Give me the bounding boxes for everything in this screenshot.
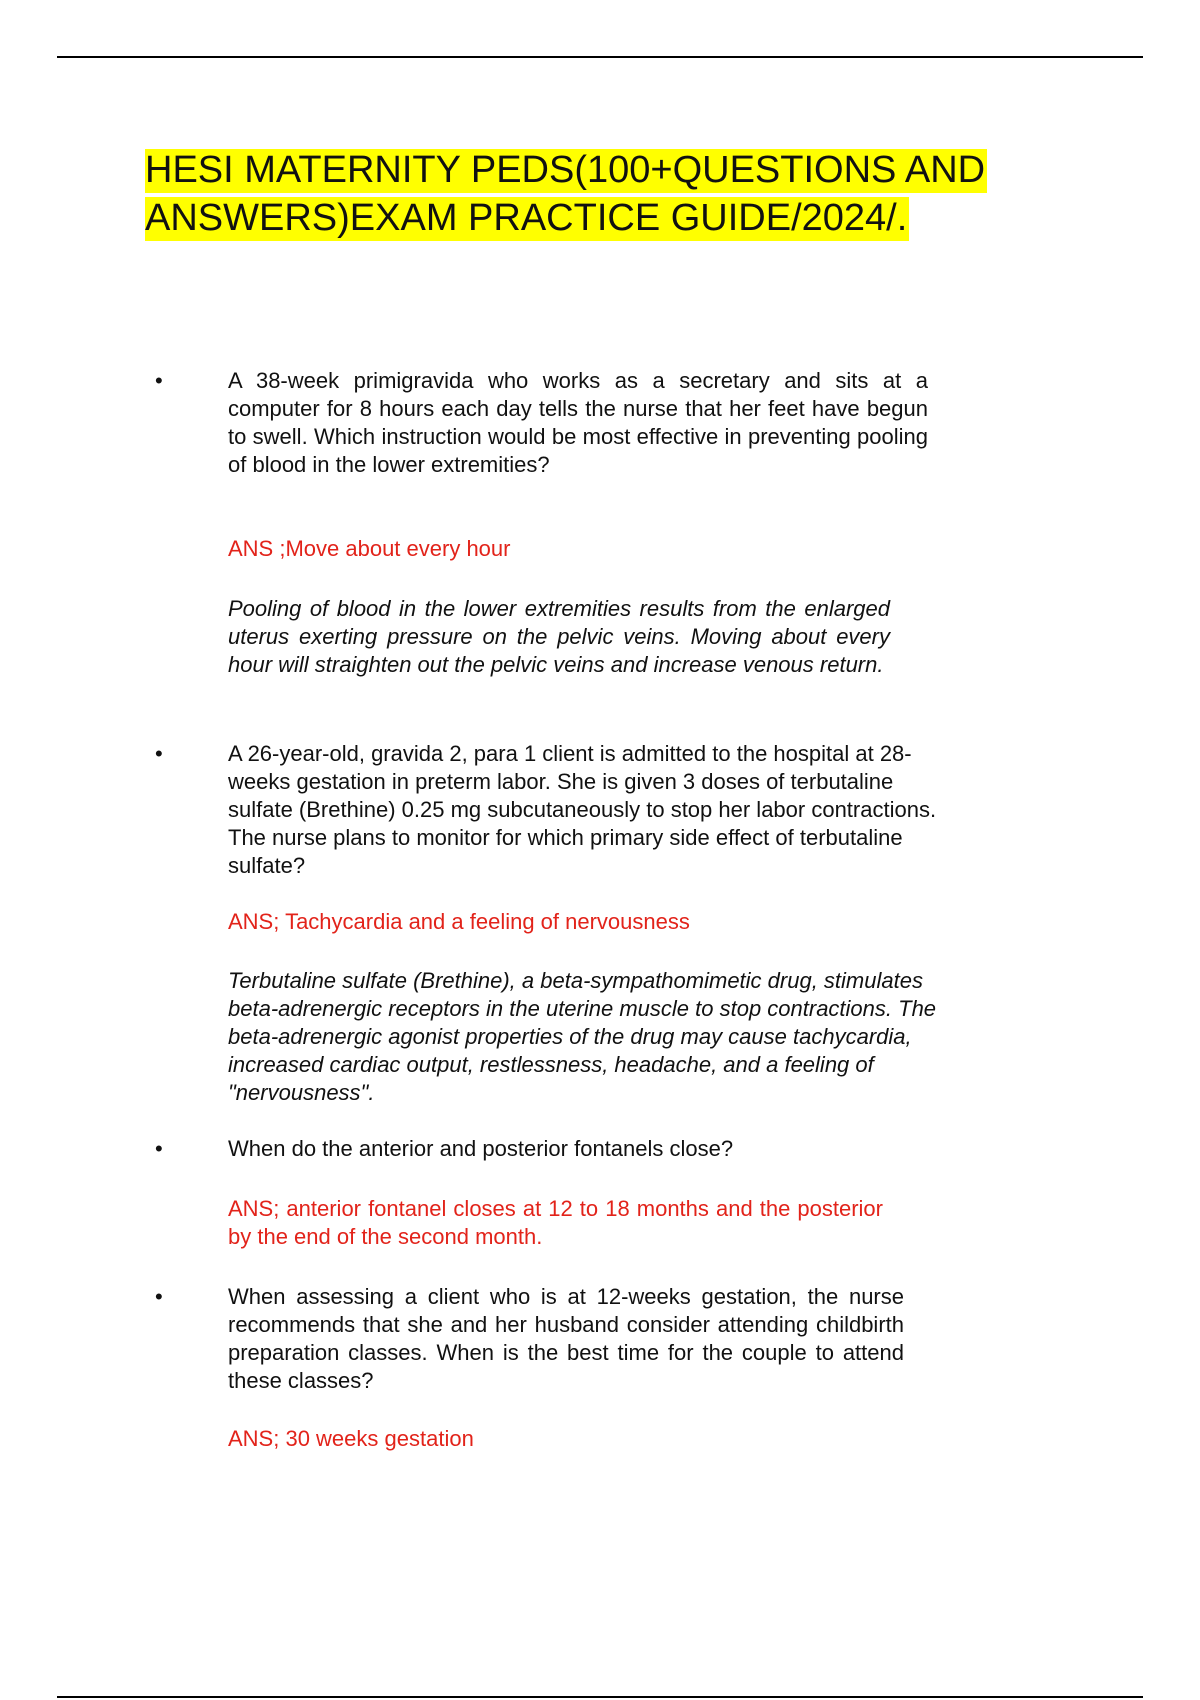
bullet-glyph: • [155,1136,163,1161]
answer-text: ANS; 30 weeks gestation [228,1426,474,1451]
explanation-text: Terbutaline sulfate (Brethine), a beta-sympathomimetic drug, stimulates beta-adrenergic receptors in the uterine muscle to stop contractions. The beta-adrenergic agonist properties of the drug may cause tachycardia, increased cardiac output, restlessness, headache, and a feeling of "nervousness". [228,968,937,1105]
question-text: A 26-year-old, gravida 2, para 1 client is admitted to the hospital at 28-weeks gestation in preterm labor. She is given 3 doses of terbutaline sulfate (Brethine) 0.25 mg subcutaneously to stop her labor contractions. The nurse plans to monitor for which primary side effect of terbutaline sulfate? [228,741,937,878]
bullet-glyph: • [155,741,163,766]
bullet-glyph: • [155,1284,163,1309]
title-highlight: HESI MATERNITY PEDS(100+QUESTIONS AND ANSWERS)EXAM PRACTICE GUIDE/2024/. [145,149,986,239]
answer-text: ANS; anterior fontanel closes at 12 to 18 months and the posterior by the end of the second month. [228,1196,883,1249]
answer-text: ANS ;Move about every hour [228,536,511,561]
question-text: When assessing a client who is at 12-weeks gestation, the nurse recommends that she and her husband consider attending childbirth preparation classes. When is the best time for the couple to attend these classes? [228,1284,904,1393]
explanation-text: Pooling of blood in the lower extremities results from the enlarged uterus exerting pressure on the pelvic veins. Moving about every hour will straighten out the pelvic veins and increase venous return. [228,596,890,677]
bullet-glyph: • [155,368,163,393]
question-text: When do the anterior and posterior fontanels close? [228,1136,734,1161]
bottom-rule [57,1696,1143,1698]
answer-text: ANS; Tachycardia and a feeling of nervousness [228,909,690,934]
question-text: A 38-week primigravida who works as a secretary and sits at a computer for 8 hours each day tells the nurse that her feet have begun to swell. Which instruction would be most effective in preventing pooling of blood in the lower extremities? [228,368,928,477]
